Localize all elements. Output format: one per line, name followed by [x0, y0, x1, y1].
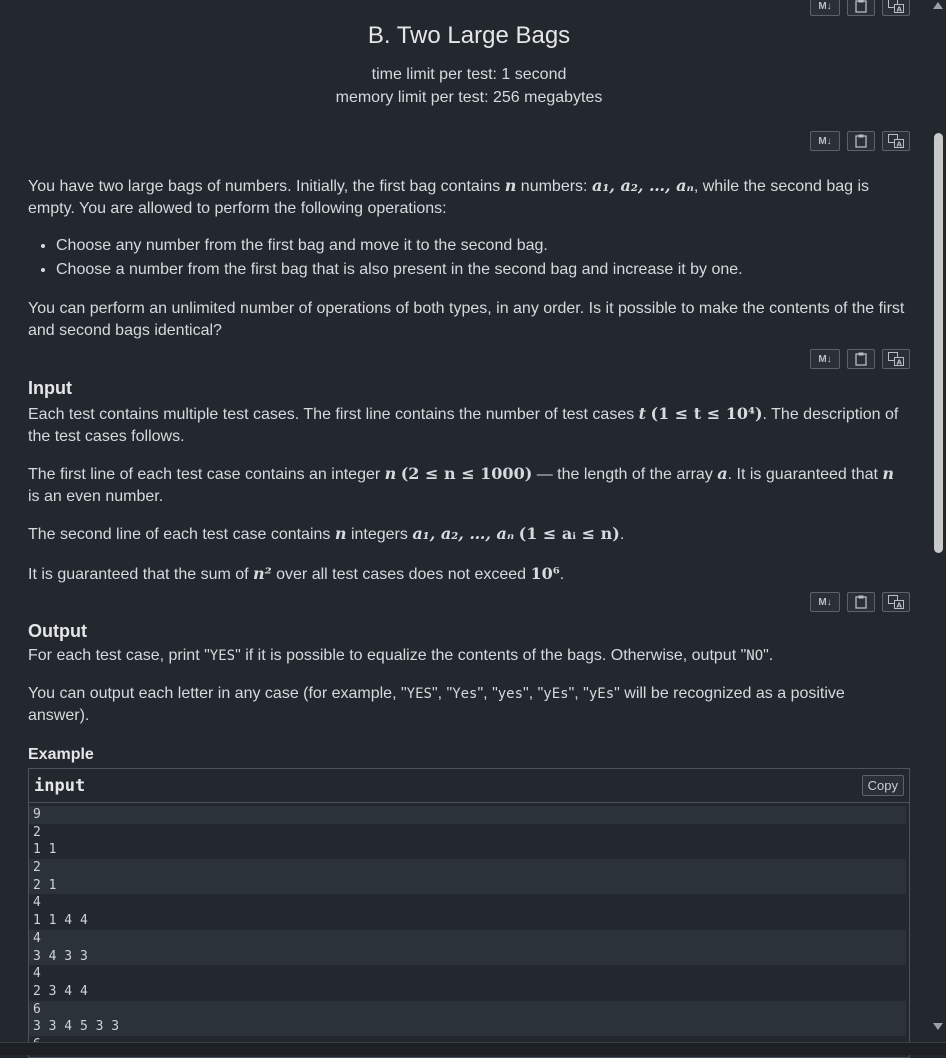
scroll-up-arrow-icon[interactable] — [933, 2, 943, 9]
sample-line: 1 1 4 4 — [33, 913, 88, 929]
clipboard-icon[interactable] — [847, 349, 875, 369]
input-paragraph: It is guaranteed that the sum of n² over all test cases does not exceed 10⁶. — [28, 564, 565, 583]
list-item: • Choose a number from the first bag that is also present in the second bag and increase it by one. — [56, 259, 910, 281]
sample-line: 6 — [29, 1001, 906, 1019]
problem-title: B. Two Large Bags — [367, 22, 571, 49]
vertical-scrollbar[interactable] — [930, 0, 946, 1055]
svg-text:A: A — [896, 358, 902, 366]
clipboard-icon[interactable] — [847, 131, 875, 151]
svg-text:A: A — [896, 5, 902, 13]
statement-paragraph: You have two large bags of numbers. Initially, the first bag contains n numbers: a₁, a₂, …, aₙ, while the second bag is empty. You are allowed to perform the following operations: — [28, 176, 870, 217]
markdown-button[interactable]: M↓ — [810, 131, 840, 151]
problem-limits — [28, 63, 910, 109]
translate-icon[interactable] — [882, 349, 910, 369]
example-heading: Example — [28, 746, 94, 763]
statement-question: You can perform an unlimited number of operations of both types, in any order. Is it possible to make the contents of the first and second bags identical? — [28, 300, 905, 339]
copy-button[interactable]: Copy — [862, 775, 904, 796]
markdown-button[interactable]: M↓ — [810, 592, 840, 612]
sample-input-title: input — [34, 775, 86, 796]
sample-line: 4 — [33, 966, 41, 982]
svg-text:A: A — [896, 601, 902, 609]
markdown-button[interactable]: M↓ — [810, 0, 840, 16]
sample-line: 2 — [29, 859, 906, 877]
svg-text:A: A — [896, 140, 902, 148]
input-heading: Input — [28, 378, 72, 398]
translate-icon[interactable] — [882, 592, 910, 612]
input-paragraph: The second line of each test case contains n integers a₁, a₂, …, aₙ (1 ≤ aᵢ ≤ n). — [28, 524, 625, 543]
markdown-button[interactable]: M↓ — [810, 349, 840, 369]
operations-list — [28, 235, 910, 283]
bottom-bar — [0, 1042, 946, 1055]
sample-input-header — [29, 769, 909, 803]
sample-input — [28, 768, 910, 1058]
input-toolbar — [810, 349, 910, 369]
translate-icon[interactable] — [882, 131, 910, 151]
sample-input-lines[interactable] — [29, 803, 909, 1054]
clipboard-icon[interactable] — [847, 0, 875, 16]
sample-line: 9 — [29, 806, 906, 824]
scroll-down-arrow-icon[interactable] — [933, 1023, 943, 1030]
output-paragraph: For each test case, print "YES" if it is possible to equalize the contents of the bags. Otherwise, output "NO". — [28, 647, 774, 664]
scrollbar-thumb[interactable] — [934, 133, 943, 553]
sample-line: 1 1 — [33, 842, 57, 858]
translate-icon[interactable] — [882, 0, 910, 16]
sample-line: 4 — [29, 930, 906, 948]
header-toolbar — [810, 0, 910, 16]
output-toolbar — [810, 592, 910, 612]
sample-line: 2 3 4 4 — [33, 983, 88, 999]
time-limit: time limit per test: 1 second — [371, 66, 567, 83]
sample-line: 3 3 4 5 3 3 — [29, 1018, 906, 1036]
input-paragraph: Each test contains multiple test cases. The first line contains the number of test cases t (1 ≤ t ≤ 10⁴). The description of the test cases follows. — [28, 404, 899, 445]
sample-line: 2 1 — [29, 877, 906, 895]
statement-toolbar — [810, 131, 910, 151]
sample-line: 3 4 3 3 — [29, 948, 906, 966]
output-heading: Output — [28, 621, 87, 641]
memory-limit: memory limit per test: 256 megabytes — [335, 89, 603, 106]
clipboard-icon[interactable] — [847, 592, 875, 612]
sample-line: 2 — [33, 824, 41, 840]
input-paragraph: The first line of each test case contains an integer n (2 ≤ n ≤ 1000) — the length of the array a. It is guaranteed that n is an even number. — [28, 464, 895, 505]
list-item: • Choose any number from the first bag and move it to the second bag. — [56, 235, 910, 257]
sample-line: 4 — [33, 895, 41, 911]
output-paragraph: You can output each letter in any case (for example, "YES", "Yes", "yes", "yEs", "yEs" will be recognized as a positive answer). — [28, 685, 845, 724]
